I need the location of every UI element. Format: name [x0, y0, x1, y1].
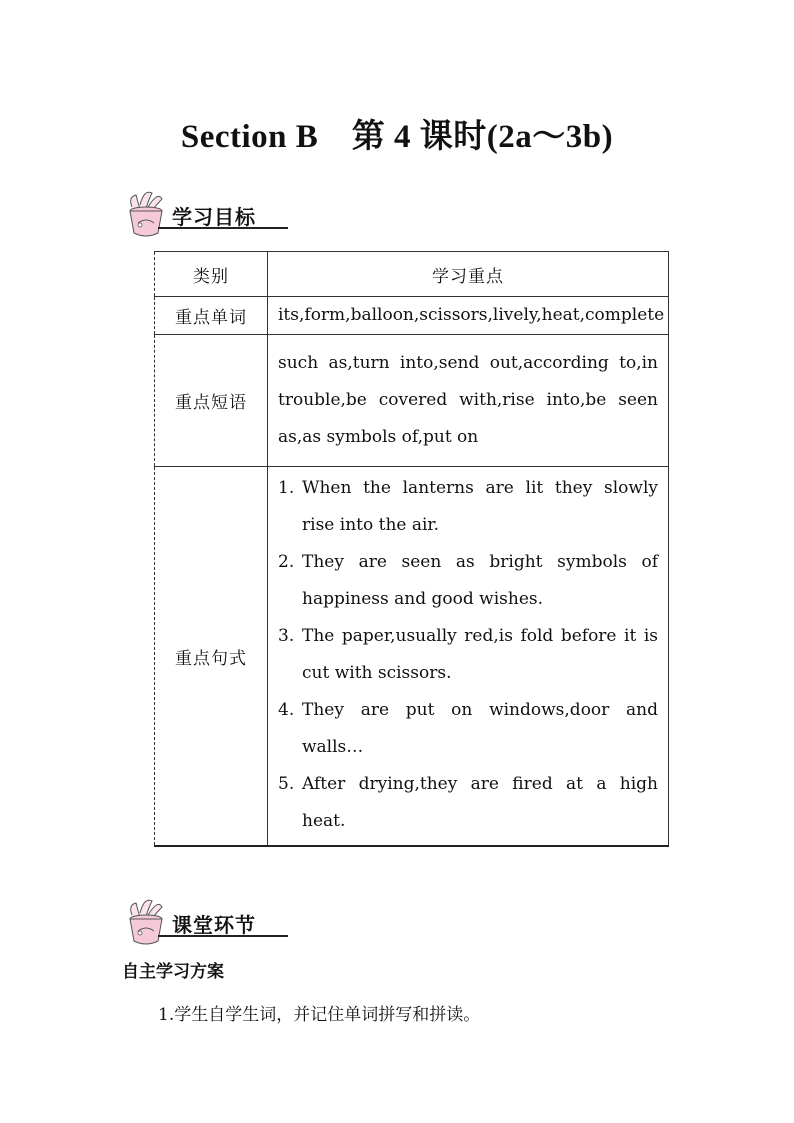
row-category: 重点句式 — [155, 467, 268, 847]
sentence-number: 5. — [278, 774, 295, 794]
flower-pot-icon — [118, 183, 178, 243]
sentence-text: When the lanterns are lit they slowly rise into the air. — [302, 478, 658, 535]
section-label: 课堂环节 — [172, 913, 256, 937]
section-label: 学习目标 — [172, 205, 256, 229]
learning-goals-table — [154, 251, 669, 847]
table-row — [155, 297, 669, 335]
row-content: such as,turn into,send out,according to,in trouble,be covered with,rise into,be seen as,as symbols of,put on — [268, 335, 669, 467]
sentence-number: 4. — [278, 700, 295, 720]
table-header-row — [155, 252, 669, 297]
section-header-goals — [118, 183, 298, 243]
page-title: Section B 第 4 课时(2a～3b) — [180, 119, 614, 155]
list-item — [278, 766, 658, 840]
sentence-text: They are put on windows,door and walls… — [302, 700, 658, 757]
section-header-class — [118, 891, 298, 951]
table-row — [155, 467, 669, 847]
row-category: 重点单词 — [155, 297, 268, 335]
sentence-text: The paper,usually red,is fold before it is cut with scissors. — [302, 626, 658, 683]
sentence-number: 2. — [278, 552, 295, 572]
row-content: its,form,balloon,scissors,lively,heat,complete — [268, 297, 669, 335]
column-header-focus: 学习重点 — [268, 252, 669, 297]
paragraph: 1.学生自学生词，并记住单词拼写和拼读。 — [158, 1005, 481, 1025]
row-content — [268, 467, 669, 847]
section-underline — [158, 935, 288, 937]
table-row — [155, 335, 669, 467]
flower-pot-icon — [118, 891, 178, 951]
sentence-text: They are seen as bright symbols of happiness and good wishes. — [302, 552, 658, 609]
sentence-text: After drying,they are fired at a high heat. — [302, 774, 658, 831]
section-underline — [158, 227, 288, 229]
key-sentences-list — [278, 467, 658, 845]
list-item — [278, 618, 658, 692]
column-header-category: 类别 — [155, 252, 268, 297]
sentence-number: 1. — [278, 478, 295, 498]
sentence-number: 3. — [278, 626, 295, 646]
row-category: 重点短语 — [155, 335, 268, 467]
list-item — [278, 544, 658, 618]
subheading: 自主学习方案 — [122, 962, 224, 982]
list-item — [278, 470, 658, 544]
list-item — [278, 692, 658, 766]
